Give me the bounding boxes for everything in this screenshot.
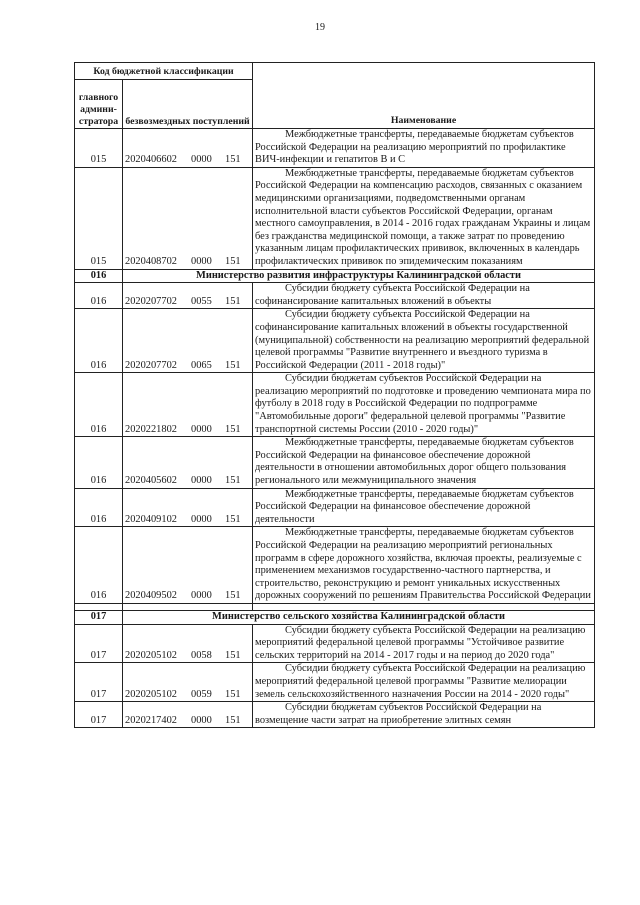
revenue-code (123, 283, 253, 309)
item-name-text: Межбюджетные трансферты, передаваемые бюджетам субъектов Российской Федерации на реализацию мероприятий по профилактике ВИЧ-инфекции и гепатитов В и С (255, 129, 574, 166)
ministry-code: 017 (75, 610, 123, 624)
table-row (75, 702, 595, 728)
table-row (75, 309, 595, 373)
code-part: 0000 (191, 590, 212, 602)
table-row (75, 283, 595, 309)
item-name-text: Межбюджетные трансферты, передаваемые бюджетам субъектов Российской Федерации на реализацию мероприятий региональных программ в сфере дорожного хозяйства, включая проекты, реализуемые с применением механизмов государственно-частного партнерства, и строительство, реконструкцию и ремонт уникальных искусственных дорожных сооружений по решениям Правительства Российской Федерации (255, 527, 591, 602)
item-name-text: Субсидии бюджету субъекта Российской Федерации на реализацию мероприятий федеральной целевой программы "Развитие мелиорации земель сельскохозяйственного назначения России на 2014 - 2020 годы" (255, 663, 586, 700)
header-name: Наименование (253, 63, 595, 129)
ministry-row (75, 269, 595, 283)
item-name (253, 129, 595, 168)
code-part: 151 (225, 590, 241, 602)
item-name (253, 702, 595, 728)
item-name-text: Межбюджетные трансферты, передаваемые бюджетам субъектов Российской Федерации на финансовое обеспечение дорожной деятельности (255, 488, 574, 525)
code-part: 0000 (191, 714, 212, 726)
revenue-code (123, 488, 253, 527)
revenue-code (123, 663, 253, 702)
admin-code: 015 (75, 167, 123, 269)
header-revenue-code: безвозмездных поступлений (123, 80, 253, 129)
admin-code: 016 (75, 527, 123, 604)
item-name-text: Межбюджетные трансферты, передаваемые бюджетам субъектов Российской Федерации на компенсацию расходов, связанных с оказанием медицинскими организациями, подведомственными органам исполнительной власти субъектов Российской Федерации, органам местного самоуправления, в 2014 - 2016 годах гражданам Украины и лицам без гражданства медицинской помощи, а также затрат по проведению указанным лицам профилактических прививок, включенных в календарь профилактических прививок по эпидемическим показаниям (255, 167, 591, 267)
item-name (253, 527, 595, 604)
code-part: 2020221802 (125, 423, 177, 435)
code-part: 2020217402 (125, 714, 177, 726)
spacer-cell (253, 603, 595, 610)
admin-code: 016 (75, 373, 123, 437)
revenue-code (123, 373, 253, 437)
code-part: 2020406602 (125, 154, 177, 166)
code-part: 2020409102 (125, 513, 177, 525)
page-number: 19 (315, 22, 325, 33)
code-part: 0065 (191, 359, 212, 371)
code-part: 2020405602 (125, 475, 177, 487)
code-part: 0000 (191, 423, 212, 435)
code-part: 0000 (191, 475, 212, 487)
code-part: 0058 (191, 649, 212, 661)
revenue-code (123, 167, 253, 269)
revenue-code (123, 129, 253, 168)
header-admin: главного админи-стратора (75, 80, 123, 129)
code-part: 151 (225, 688, 241, 700)
code-part: 2020408702 (125, 255, 177, 267)
spacer-cell (123, 603, 253, 610)
code-part: 151 (225, 255, 241, 267)
admin-code: 016 (75, 437, 123, 488)
item-name (253, 373, 595, 437)
item-name-text: Субсидии бюджетам субъектов Российской Федерации на реализацию мероприятий по подготовке и проведению чемпионата мира по футболу в 2018 году в Российской Федерации по подпрограмме "Автомобильные дороги" федеральной целевой программы "Развитие транспортной системы России (2010 - 2020 годы)" (255, 373, 591, 435)
table-row (75, 624, 595, 663)
code-part: 0055 (191, 295, 212, 307)
admin-code: 016 (75, 309, 123, 373)
admin-code: 015 (75, 129, 123, 168)
admin-code: 017 (75, 624, 123, 663)
item-name-text: Межбюджетные трансферты, передаваемые бюджетам субъектов Российской Федерации на финансовое обеспечение дорожной деятельности в отношении автомобильных дорог общего пользования регионального или межмуниципального значения (255, 437, 574, 487)
code-part: 151 (225, 714, 241, 726)
revenue-code (123, 624, 253, 663)
budget-classification-table (74, 62, 595, 728)
code-part: 0059 (191, 688, 212, 700)
table-row (75, 373, 595, 437)
code-part: 2020207702 (125, 359, 177, 371)
admin-code: 016 (75, 283, 123, 309)
item-name-text: Субсидии бюджету субъекта Российской Федерации на софинансирование капитальных вложений в объекты государственной (муниципальной) собственности на реализацию мероприятий федеральной целевой программы "Развитие внутреннего и въездного туризма в Российской Федерации (2011 - 2018 годы)" (255, 309, 590, 371)
admin-code: 017 (75, 663, 123, 702)
table-row (75, 488, 595, 527)
item-name-text: Субсидии бюджетам субъектов Российской Федерации на возмещение части затрат на приобретение элитных семян (255, 702, 542, 726)
table-row (75, 167, 595, 269)
code-part: 151 (225, 475, 241, 487)
ministry-code: 016 (75, 269, 123, 283)
admin-code: 017 (75, 702, 123, 728)
item-name (253, 309, 595, 373)
revenue-code (123, 309, 253, 373)
revenue-code (123, 527, 253, 604)
item-name (253, 488, 595, 527)
ministry-row (75, 610, 595, 624)
code-part: 151 (225, 154, 241, 166)
ministry-name: Министерство сельского хозяйства Калининградской области (123, 610, 595, 624)
header-classification-code: Код бюджетной классификации (75, 63, 253, 80)
code-part: 2020207702 (125, 295, 177, 307)
table-row (75, 437, 595, 488)
code-part: 0000 (191, 513, 212, 525)
revenue-code (123, 702, 253, 728)
ministry-name: Министерство развития инфраструктуры Калининградской области (123, 269, 595, 283)
spacer-cell (75, 603, 123, 610)
table-row (75, 129, 595, 168)
item-name-text: Субсидии бюджету субъекта Российской Федерации на софинансирование капитальных вложений в объекты (255, 283, 530, 307)
code-part: 2020205102 (125, 649, 177, 661)
item-name (253, 283, 595, 309)
item-name (253, 167, 595, 269)
item-name (253, 624, 595, 663)
code-part: 151 (225, 359, 241, 371)
code-part: 151 (225, 649, 241, 661)
code-part: 2020205102 (125, 688, 177, 700)
code-part: 151 (225, 513, 241, 525)
admin-code: 016 (75, 488, 123, 527)
code-part: 0000 (191, 154, 212, 166)
code-part: 151 (225, 295, 241, 307)
table-row (75, 527, 595, 604)
code-part: 151 (225, 423, 241, 435)
revenue-code (123, 437, 253, 488)
item-name (253, 663, 595, 702)
item-name (253, 437, 595, 488)
code-part: 2020409502 (125, 590, 177, 602)
spacer-row (75, 603, 595, 610)
table-row (75, 663, 595, 702)
item-name-text: Субсидии бюджету субъекта Российской Федерации на реализацию мероприятий федеральной целевой программы "Устойчивое развитие сельских территорий на 2014 - 2017 годы и на период до 2020 года" (255, 624, 586, 661)
code-part: 0000 (191, 255, 212, 267)
